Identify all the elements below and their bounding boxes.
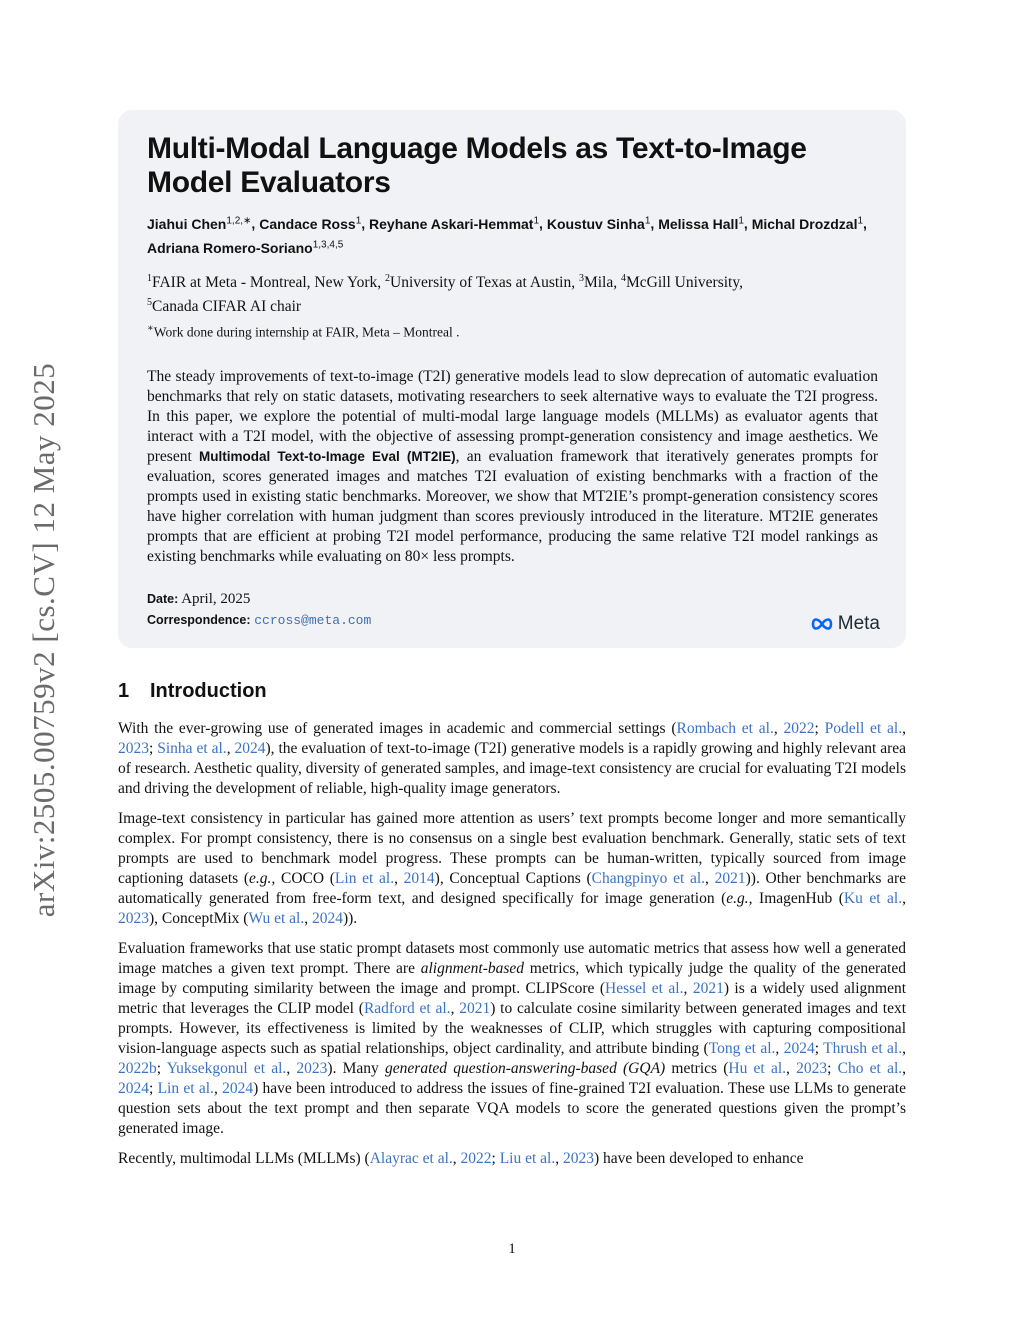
text-run: , [394, 870, 404, 887]
text-run: , [452, 1150, 461, 1167]
citation-link[interactable]: 2021 [714, 870, 746, 887]
date-value: April, 2025 [181, 591, 251, 608]
section-title: Introduction [150, 680, 267, 702]
citation-link[interactable]: Sinha et al. [157, 740, 227, 757]
citation-link[interactable]: 2022 [460, 1150, 492, 1167]
text-run: , [683, 980, 693, 997]
text-run: ; [827, 1060, 838, 1077]
citation-link[interactable]: Liu et al. [499, 1150, 556, 1167]
text-run: ; [491, 1150, 500, 1167]
text-run: ), ConceptMix ( [149, 910, 249, 927]
text-run: ; [149, 1080, 158, 1097]
text-run: , [902, 1060, 906, 1077]
emphasis-text: e.g., [726, 890, 753, 907]
correspondence-label: Correspondence: [147, 613, 251, 628]
citation-link[interactable]: Yuksekgonul et al. [166, 1060, 287, 1077]
text-run: ImagenHub ( [752, 890, 844, 907]
text-run: , [286, 1060, 297, 1077]
text-run: metrics ( [665, 1060, 729, 1077]
citation-link[interactable]: Cho et al. [837, 1060, 903, 1077]
page-number: 1 [508, 1241, 516, 1257]
citation-link[interactable]: 2024 [222, 1080, 254, 1097]
text-run: ). Many [327, 1060, 386, 1077]
citation-link[interactable]: Tong et al. [708, 1040, 776, 1057]
author: Jiahui Chen$^{1,2,∗}$ [147, 215, 252, 232]
paper-title [147, 132, 878, 200]
author: Michal Drozdzal$^1$ [751, 215, 864, 232]
text-run: , [226, 740, 235, 757]
citation-link[interactable]: 2024 [783, 1040, 815, 1057]
citation-link[interactable]: 2023 [562, 1150, 594, 1167]
correspondence-row [147, 610, 878, 631]
citation-link[interactable]: 2014 [403, 870, 435, 887]
citation-link[interactable]: 2023 [796, 1060, 828, 1077]
author: Reyhane Askari-Hemmat$^1$ [369, 215, 540, 232]
date-row [147, 589, 878, 610]
arxiv-stamp: arXiv:2505.00759v2 [cs.CV] 12 May 2025 [26, 362, 61, 918]
header-card [118, 110, 906, 648]
citation-link[interactable]: 2023 [118, 740, 149, 757]
citation-link[interactable]: Lin et al. [157, 1080, 214, 1097]
citation-link[interactable]: Hu et al. [728, 1060, 787, 1077]
text-run: ) is a widely used alignment metric that leverages the CLIP model ( [118, 980, 907, 1017]
affiliations: $^1$FAIR at Meta - Montreal, New York, $^2$University of Texas at Austin, $^3$Mila, $^4$McGill University, $^5$Canada CIFAR AI chair [147, 273, 743, 316]
text-run: )). Other benchmarks are automatically generated from free-form text, and designed specifically for image generation ( [118, 870, 906, 907]
text-run: , [304, 910, 312, 927]
text-run: With the ever-growing use of generated images in academic and commercial settings ( [118, 720, 677, 737]
text-run: ) have been introduced to address the issues of fine-grained T2I evaluation. These use LLMs to generate question sets about the text prompt and then separate VQA models to score the generated questions given the prompt’s generated image. [118, 1080, 906, 1137]
text-run: , [705, 870, 715, 887]
citation-link[interactable]: 2024 [311, 910, 343, 927]
author: Melissa Hall$^1$ [658, 215, 744, 232]
section-heading [118, 680, 267, 703]
emphasis-text: alignment-based [420, 960, 525, 977]
citation-link[interactable]: Lin et al. [334, 870, 395, 887]
text-run: , [450, 1000, 460, 1017]
text-run: COCO ( [275, 870, 335, 887]
author-list: Jiahui Chen$^{1,2,∗}$, Candace Ross$^1$, Reyhane Askari-Hemmat$^1$, Koustuv Sinha$^1$, Melissa Hall$^1$, Michal Drozdzal$^1$, Adriana Romero-Soriano$^{1,3,4,5}$ [147, 215, 867, 257]
citation-link[interactable]: Thrush et al. [823, 1040, 903, 1057]
text-run: Recently, multimodal LLMs (MLLMs) ( [118, 1150, 370, 1167]
citation-link[interactable]: Alayrac et al. [369, 1150, 453, 1167]
author: Candace Ross$^1$ [259, 215, 362, 232]
text-run: Evaluation frameworks that use static prompt datasets most commonly use automatic metrics that assess how well a generated image matches a given text prompt. There are [118, 940, 906, 977]
citation-link[interactable]: Hessel et al. [605, 980, 684, 997]
citation-link[interactable]: 2022 [783, 720, 815, 737]
text-run: , [775, 1040, 784, 1057]
citation-link[interactable]: 2023 [118, 910, 149, 927]
meta-infinity-icon [809, 616, 835, 632]
citation-link[interactable]: 2024 [234, 740, 266, 757]
text-run: ) have been developed to enhance [593, 1150, 804, 1167]
citation-link[interactable]: Podell et al. [824, 720, 903, 737]
text-run: ) to calculate cosine similarity between generated images and text prompts. However, its effectiveness is limited by the weaknesses of CLIP, which struggles with capturing compositional vision-language aspects such as spatial relationships, object cardinality, and attribute binding ( [118, 1000, 907, 1057]
paragraph [118, 809, 906, 929]
citation-link[interactable]: Changpinyo et al. [591, 870, 706, 887]
framework-name: Multimodal Text-to-Image Eval (MT2IE) [199, 449, 456, 465]
abstract: The steady improvements of text-to-image (T2I) generative models lead to slow deprecation of automatic evaluation benchmarks that rely on static datasets, motivating researchers to seek alternative ways to evaluate the T2I progress. In this paper, we explore the potential of multi-modal large language models (MLLMs) as evaluator agents that interact with a T2I model, with the objective of assessing prompt-generation consistency and image aesthetics. We present Multimodal Text-to-Image Eval (MT2IE), an evaluation framework that iteratively generates prompts for evaluation, scores generated images and matches T2I evaluation of existing benchmarks with a fraction of the prompts used in existing static benchmarks. Moreover, we show that MT2IE’s prompt-generation consistency scores have higher correlation with human judgment than scores previously introduced in the literature. MT2IE generates prompts that are efficient at probing T2I model performance, producing the same relative T2I model rankings as existing benchmarks while evaluating on 80× less prompts. [147, 368, 879, 566]
date-label: Date: [147, 592, 179, 607]
text-run: , [786, 1060, 797, 1077]
text-run: metrics, which typically judge the quality of the generated image by computing similarity between the image and prompt. CLIPScore ( [118, 960, 906, 997]
correspondence-email-link[interactable]: ccross@meta.com [254, 613, 372, 629]
meta-logo-text: Meta [837, 613, 880, 635]
paragraph [118, 1149, 906, 1169]
title-line-2: Model Evaluators [147, 166, 391, 199]
citation-link[interactable]: Ku et al. [843, 890, 903, 907]
citation-link[interactable]: Rombach et al. [676, 720, 774, 737]
citation-link[interactable]: Radford et al. [363, 1000, 451, 1017]
citation-link[interactable]: 2023 [296, 1060, 328, 1077]
text-run: ; [149, 740, 158, 757]
citation-link[interactable]: 2021 [459, 1000, 491, 1017]
text-run: , [555, 1150, 563, 1167]
paper-meta [147, 589, 880, 635]
text-run: ), Conceptual Captions ( [434, 870, 592, 887]
paragraph [118, 719, 906, 799]
text-run: , [902, 720, 906, 737]
text-run: ; [156, 1060, 167, 1077]
text-run: Image-text consistency in particular has gained more attention as users’ text prompts become longer and more semantically complex. For prompt consistency, there is no consensus on a single best evaluation benchmark. Generally, static sets of text prompts are used to benchmark model progress. These prompts can be human-written, typically sourced from image captioning datasets ( [118, 810, 906, 887]
author-footnote: ∗Work done during internship at FAIR, Meta – Montreal . [147, 322, 460, 340]
citation-link[interactable]: 2021 [692, 980, 724, 997]
author: Adriana Romero-Soriano$^{1,3,4,5}$ [147, 239, 344, 257]
emphasis-text: generated question-answering-based (GQA) [385, 1060, 666, 1077]
author: Koustuv Sinha$^1$ [546, 215, 651, 232]
text-run: , [902, 1040, 906, 1057]
text-run: , [213, 1080, 223, 1097]
text-run: )). [342, 910, 358, 927]
meta-logo [809, 613, 880, 634]
title-line-1: Multi-Modal Language Models as Text-to-Image [147, 132, 807, 165]
text-run: ; [814, 1040, 824, 1057]
citation-link[interactable]: 2024 [118, 1080, 149, 1097]
citation-link[interactable]: 2022b [118, 1060, 157, 1077]
section-number: 1 [118, 680, 130, 702]
text-run: ; [814, 720, 825, 737]
text-run: ), the evaluation of text-to-image (T2I) generative models is a rapidly growing and highly relevant area of research. Aesthetic quality, diversity of generated samples, and image-text consistency are crucial for evaluating T2I models and driving the development of reliable, high-quality image generators. [118, 740, 906, 797]
text-run: , [902, 890, 906, 907]
text-run: , [773, 720, 784, 737]
paragraph [118, 939, 906, 1139]
emphasis-text: e.g., [249, 870, 276, 887]
citation-link[interactable]: Wu et al. [248, 910, 305, 927]
body-text [118, 719, 906, 1179]
